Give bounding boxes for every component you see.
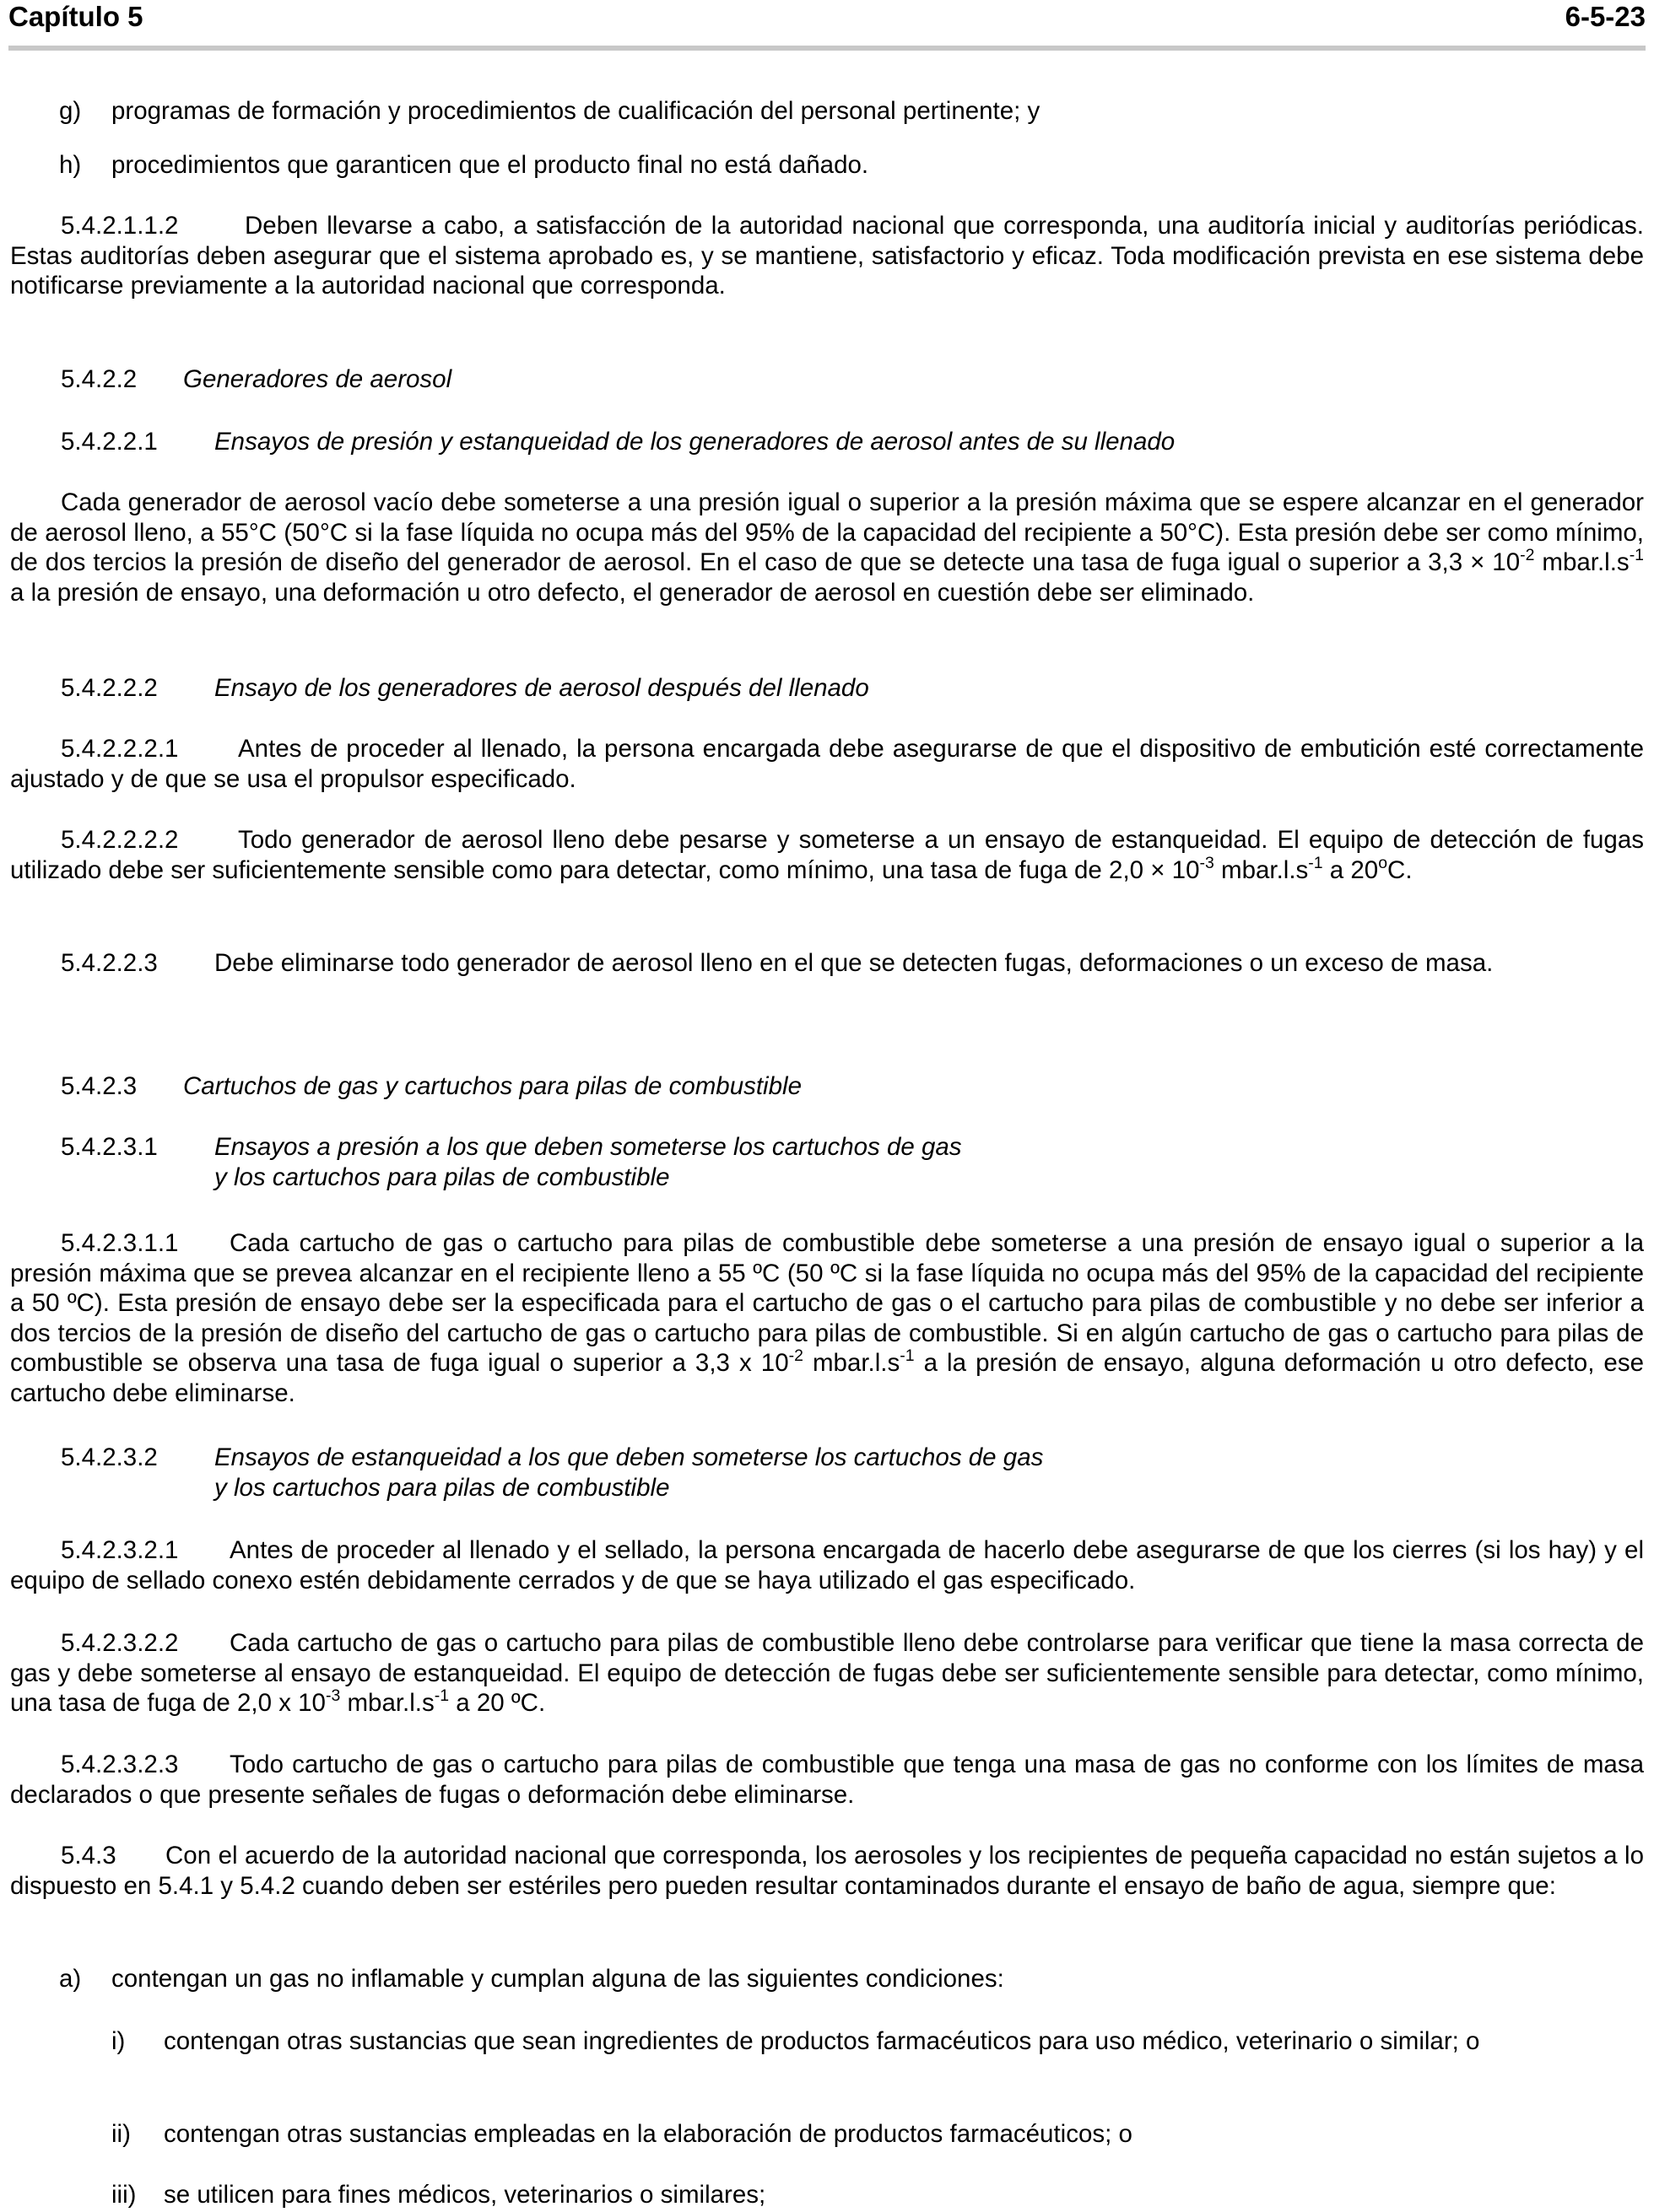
heading-title-line2: y los cartuchos para pilas de combustible: [214, 1163, 670, 1191]
paragraph-5-4-2-3-2-1: [10, 1535, 1644, 1595]
page-number: 6-5-23: [1565, 1, 1646, 32]
paragraph-number: 5.4.2.2.2.2: [61, 826, 179, 854]
list-item-h: [59, 150, 1644, 181]
paragraph-text: C.: [1387, 855, 1413, 884]
list-label: i): [111, 2027, 126, 2055]
superscript: -3: [1199, 853, 1214, 872]
header-rule: [8, 46, 1646, 51]
paragraph-text: Todo cartucho de gas o cartucho para pilas de combustible que tenga una masa de gas no conforme con los límites de masa declarados o que presente señales de fugas o deformación debe eliminarse.: [10, 1751, 1644, 1809]
paragraph-text: Antes de proceder al llenado y el sellado, la persona encargada de hacerlo debe asegurarse de que los cierres (si los hay) y el equipo de sellado conexo estén debidamente cerrados y de que se haya utilizado el gas especificado.: [10, 1536, 1644, 1594]
heading-title-line1: Ensayos a presión a los que deben someterse los cartuchos de gas: [214, 1133, 962, 1161]
heading-number: 5.4.2.2.1: [61, 428, 158, 456]
heading-number: 5.4.2.2: [61, 365, 138, 393]
heading-5-4-2-2-2: [61, 673, 1644, 704]
paragraph-text: Debe eliminarse todo generador de aerosol lleno en el que se detecten fugas, deformaciones o un exceso de masa.: [214, 949, 1494, 977]
paragraph-5-4-2-2-2-2: [10, 825, 1644, 885]
heading-number: 5.4.2.3.2: [61, 1443, 158, 1471]
list-item-i: [111, 2026, 1644, 2057]
paragraph-text: Cada cartucho de gas o cartucho para pilas de combustible lleno debe controlarse para verificar que tiene la masa correcta de gas y debe someterse al ensayo de estanqueidad. El equipo de detección de fugas debe ser suficientemente sensible para detectar, como mínimo, una tasa de fuga de 2,0 x 10: [10, 1629, 1644, 1717]
heading-5-4-2-3-1: [61, 1132, 1644, 1192]
paragraph-5-4-3: [10, 1841, 1644, 1901]
paragraph-5-4-2-2-3: [10, 948, 1644, 979]
heading-title: Ensayo de los generadores de aerosol después del llenado: [214, 674, 869, 702]
superscript: o: [1378, 853, 1388, 872]
list-text: procedimientos que garanticen que el producto final no está dañado.: [111, 151, 869, 179]
paragraph-number: 5.4.2.3.1.1: [61, 1229, 179, 1257]
heading-title-line1: Ensayos de estanqueidad a los que deben someterse los cartuchos de gas: [214, 1443, 1044, 1471]
paragraph-number: 5.4.2.1.1.2: [61, 212, 179, 240]
paragraph-text: Antes de proceder al llenado, la persona encargada debe asegurarse de que el dispositivo de embutición esté correctamente ajustado y de que se usa el propulsor especificado.: [10, 735, 1644, 793]
heading-number: 5.4.2.3: [61, 1072, 138, 1100]
heading-number: 5.4.2.3.1: [61, 1133, 158, 1161]
heading-5-4-2-2: [61, 364, 1644, 395]
heading-5-4-2-2-1: [61, 427, 1644, 457]
list-label: iii): [111, 2181, 137, 2209]
list-item-g: [59, 96, 1644, 127]
chapter-title: Capítulo 5: [8, 1, 143, 32]
paragraph-text: Con el acuerdo de la autoridad nacional que corresponda, los aerosoles y los recipientes de pequeña capacidad no están sujetos a lo dispuesto en 5.4.1 y 5.4.2 cuando deben ser estériles pero pueden resultar contaminados durante el ensayo de baño de agua, siempre que:: [10, 1842, 1644, 1900]
superscript: -2: [788, 1346, 803, 1365]
list-label: ii): [111, 2120, 131, 2148]
superscript: -1: [1629, 545, 1644, 564]
paragraph-text: a 20: [1322, 855, 1379, 884]
list-text: contengan un gas no inflamable y cumplan alguna de las siguientes condiciones:: [111, 1965, 1004, 1993]
superscript: -1: [434, 1686, 450, 1705]
paragraph-number: 5.4.2.3.2.1: [61, 1536, 179, 1564]
paragraph-text: a 20 ºC.: [449, 1689, 546, 1717]
list-label: h): [59, 151, 82, 179]
list-item-a: [59, 1964, 1644, 1994]
list-text: se utilicen para fines médicos, veterinarios o similares;: [164, 2181, 766, 2209]
paragraph-5-4-2-2-1: [10, 488, 1644, 607]
heading-5-4-2-3: [61, 1071, 1644, 1102]
paragraph-text: a la presión de ensayo, una deformación u otro defecto, el generador de aerosol en cuestión debe ser eliminado.: [10, 578, 1255, 607]
list-text: programas de formación y procedimientos de cualificación del personal pertinente; y: [111, 97, 1041, 125]
paragraph-number: 5.4.2.3.2.3: [61, 1751, 179, 1778]
superscript: -1: [900, 1346, 915, 1365]
list-text: contengan otras sustancias que sean ingredientes de productos farmacéuticos para uso médico, veterinario o similar; o: [164, 2027, 1480, 2055]
list-item-iii: [111, 2180, 1644, 2210]
paragraph-number: 5.4.3: [61, 1842, 116, 1869]
paragraph-5-4-2-3-1-1: [10, 1228, 1644, 1408]
heading-title-line2: y los cartuchos para pilas de combustible: [214, 1473, 670, 1502]
paragraph-5-4-2-1-1-2: [10, 211, 1644, 301]
list-item-ii: [111, 2119, 1644, 2150]
list-label: g): [59, 97, 82, 125]
heading-title: Cartuchos de gas y cartuchos para pilas de combustible: [183, 1072, 802, 1100]
heading-title: Generadores de aerosol: [183, 365, 452, 393]
paragraph-text: Cada cartucho de gas o cartucho para pilas de combustible debe someterse a una presión de ensayo igual o superior a la presión máxima que se prevea alcanzar en el recipiente lleno a 55 ºC (50 ºC si la fase líquida no ocupa más del 95% de la capacidad del recipiente a 50 ºC). Esta presión de ensayo debe ser la especificada para el cartucho de gas o el cartucho para pilas de combustible y no debe ser inferior a dos tercios de la presión de diseño del cartucho de gas o cartucho para pilas de combustible. Si en algún cartucho de gas o cartucho para pilas de combustible se observa una tasa de fuga igual o superior a 3,3 x 10: [10, 1229, 1644, 1377]
superscript: -1: [1308, 853, 1323, 872]
heading-number: 5.4.2.2.2: [61, 674, 158, 702]
running-header: [8, 0, 1646, 40]
paragraph-5-4-2-2-2-1: [10, 734, 1644, 794]
paragraph-number: 5.4.2.2.2.1: [61, 735, 179, 763]
heading-5-4-2-3-2: [61, 1443, 1644, 1503]
paragraph-number: 5.4.2.3.2.2: [61, 1629, 179, 1657]
list-label: a): [59, 1965, 82, 1993]
paragraph-text: Todo generador de aerosol lleno debe pesarse y someterse a un ensayo de estanqueidad. El equipo de detección de fugas utilizado debe ser suficientemente sensible como para detectar, como mínimo, una tasa de fuga de 2,0 × 10: [10, 826, 1644, 884]
paragraph-5-4-2-3-2-2: [10, 1628, 1644, 1718]
paragraph-number: 5.4.2.2.3: [61, 949, 158, 977]
paragraph-5-4-2-3-2-3: [10, 1750, 1644, 1810]
unit-text: mbar.l.s: [340, 1689, 435, 1717]
superscript: -2: [1520, 545, 1535, 564]
superscript: -3: [325, 1686, 341, 1705]
paragraph-text: Deben llevarse a cabo, a satisfacción de la autoridad nacional que corresponda, una auditoría inicial y auditorías periódicas. Estas auditorías deben asegurar que el sistema aprobado es, y se mantiene, satisfactorio y eficaz. Toda modificación prevista en ese sistema debe notificarse previamente a la autoridad nacional que corresponda.: [10, 212, 1644, 299]
paragraph-text: a la presión de ensayo, alguna deformación u otro defecto, ese cartucho debe eliminarse.: [10, 1349, 1645, 1407]
heading-title: Ensayos de presión y estanqueidad de los generadores de aerosol antes de su llenado: [214, 428, 1176, 456]
unit-text: mbar.l.s: [1534, 548, 1630, 576]
list-text: contengan otras sustancias empleadas en la elaboración de productos farmacéuticos; o: [164, 2120, 1132, 2148]
unit-text: mbar.l.s: [1213, 855, 1309, 884]
paragraph-text: Cada generador de aerosol vacío debe someterse a una presión igual o superior a la presión máxima que se espere alcanzar en el generador de aerosol lleno, a 55°C (50°C si la fase líquida no ocupa más del 95% de la capacidad del recipiente a 50°C). Esta presión debe ser como mínimo, de dos tercios la presión de diseño del generador de aerosol. En el caso de que se detecte una tasa de fuga igual o superior a 3,3 × 10: [10, 488, 1644, 576]
unit-text: mbar.l.s: [803, 1349, 900, 1377]
